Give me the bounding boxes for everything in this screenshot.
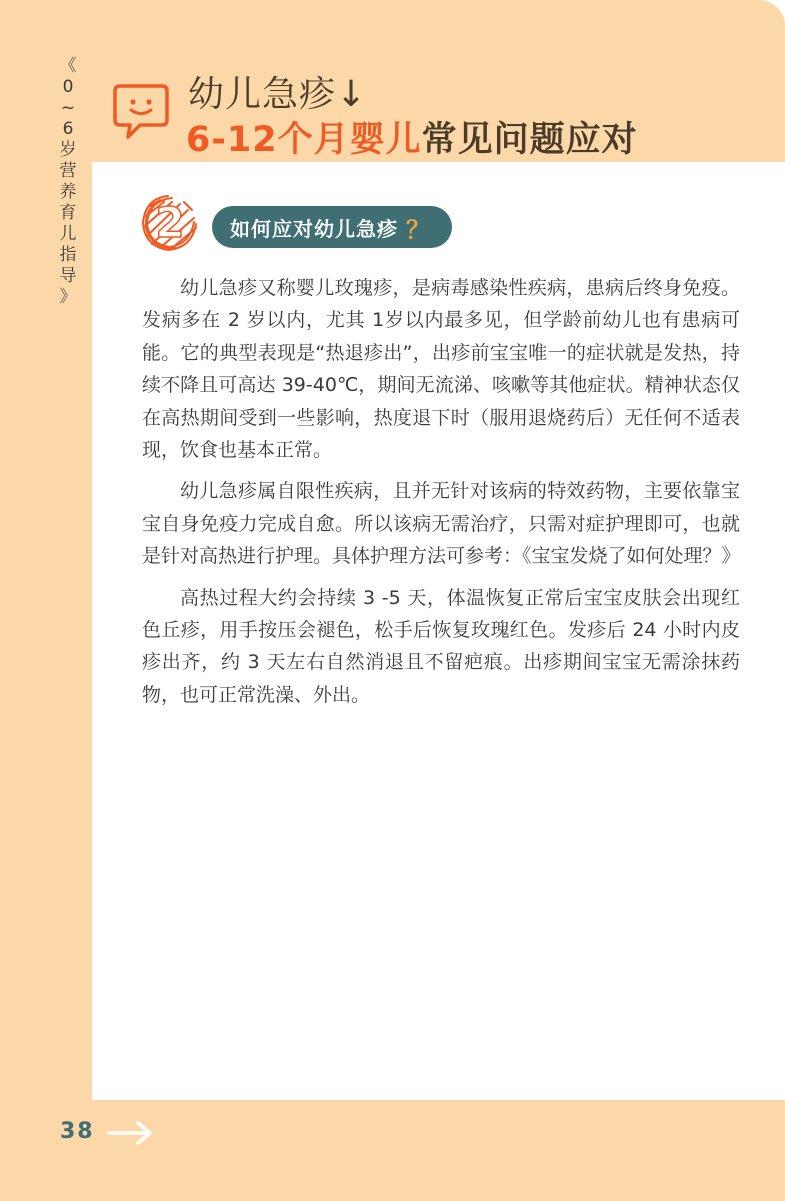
side-title-char: 0: [62, 77, 74, 97]
side-title-char: 《: [59, 56, 77, 76]
side-title: [52, 56, 84, 308]
side-title-char: 岁: [59, 140, 77, 160]
page-number: 38: [60, 1119, 95, 1144]
page-title-line1: 幼儿急疹↓: [188, 74, 368, 115]
right-arrow-icon[interactable]: [106, 1120, 154, 1146]
side-title-char: 儿: [59, 224, 77, 244]
page-title-rest: 常见问题应对: [421, 120, 638, 160]
side-title-char: ~: [60, 98, 76, 118]
side-title-char: 导: [59, 266, 77, 286]
chat-bubble-icon: [112, 82, 170, 142]
paragraph: 高热过程大约会持续 3 -5 天，体温恢复正常后宝宝皮肤会出现红色丘疹，用手按压会褪色，松手后恢复玫瑰红色。发疹后 24 小时内皮疹出齐，约 3 天左右自然消退且不留疤痕。出疹期间宝宝无需涂抹药物，也可正常洗澡、外出。: [142, 586, 740, 706]
article-body: [142, 272, 740, 720]
side-title-char: 6: [62, 119, 74, 139]
section-number-badge: [138, 192, 202, 254]
section-heading: 如何应对幼儿急疹: [230, 216, 398, 241]
section-heading-pill: [212, 206, 452, 248]
paragraph: 幼儿急疹又称婴儿玫瑰疹，是病毒感染性疾病，患病后终身免疫。发病多在 2 岁以内，尤其 1岁以内最多见，但学龄前幼儿也有患病可能。它的典型表现是“热退疹出”，出疹前宝宝唯一的症状就是发热，持续不降且可高达 39-40℃，期间无流涕、咳嗽等其他症状。精神状态仅在高热期间受到一些影响，热度退下时（服用退烧药后）无任何不适表现，饮食也基本正常。: [142, 277, 740, 462]
page-title-line2: [186, 112, 638, 162]
question-mark-icon: ？: [406, 215, 430, 244]
page-title-accent: 6-12个月婴儿: [186, 120, 422, 160]
section-number: 2: [155, 198, 185, 247]
side-title-char: 指: [59, 245, 77, 265]
side-title-char: 育: [59, 203, 77, 223]
side-title-char: 养: [59, 182, 77, 202]
side-title-char: 营: [59, 161, 77, 181]
paragraph: 幼儿急疹属自限性疾病，且并无针对该病的特效药物，主要依靠宝宝自身免疫力完成自愈。所以该病无需治疗，只需对症护理即可，也就是针对高热进行护理。具体护理方法可参考：《宝宝发烧了如何处理？》: [142, 480, 741, 568]
side-title-char: 》: [59, 287, 77, 307]
